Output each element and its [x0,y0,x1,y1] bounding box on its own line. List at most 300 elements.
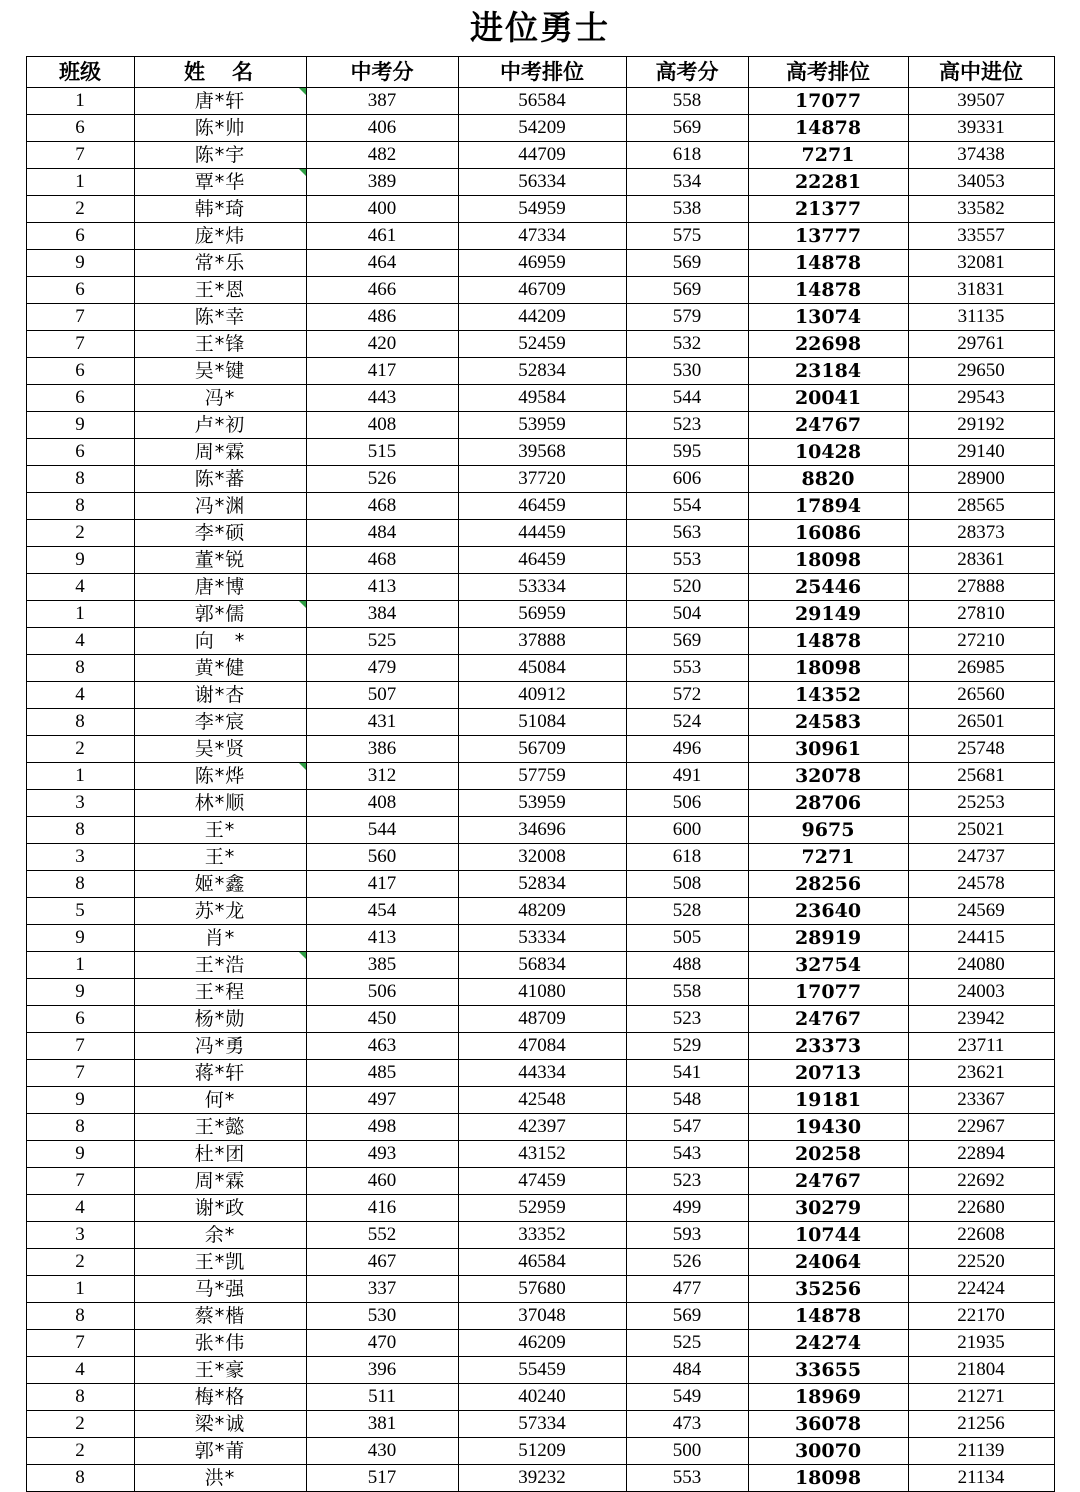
cell-gaokao-rank: 22698 [748,331,908,358]
cell-advance: 37438 [908,142,1054,169]
cell-gaokao-rank: 36078 [748,1411,908,1438]
cell-name: 覃*华 [134,169,306,196]
cell-name: 姬*鑫 [134,871,306,898]
cell-gaokao-score: 553 [626,1465,748,1492]
table-row [26,952,1054,979]
table-row [26,709,1054,736]
cell-advance: 21804 [908,1357,1054,1384]
table-row [26,1033,1054,1060]
table-header-row [26,57,1054,88]
cell-class: 7 [26,142,134,169]
cell-zhongkao-score: 486 [306,304,458,331]
cell-gaokao-rank: 24767 [748,1168,908,1195]
table-row [26,1060,1054,1087]
table-row [26,250,1054,277]
cell-gaokao-score: 491 [626,763,748,790]
cell-gaokao-score: 504 [626,601,748,628]
cell-gaokao-rank: 14878 [748,628,908,655]
table-row [26,1087,1054,1114]
cell-gaokao-score: 499 [626,1195,748,1222]
cell-name: 黄*健 [134,655,306,682]
cell-gaokao-rank: 17077 [748,979,908,1006]
cell-zhongkao-score: 507 [306,682,458,709]
cell-gaokao-rank: 24583 [748,709,908,736]
cell-class: 1 [26,169,134,196]
cell-gaokao-rank: 10428 [748,439,908,466]
cell-gaokao-rank: 28919 [748,925,908,952]
cell-zhongkao-score: 463 [306,1033,458,1060]
table-row [26,1114,1054,1141]
cell-gaokao-score: 534 [626,169,748,196]
table-row [26,466,1054,493]
cell-class: 8 [26,817,134,844]
cell-gaokao-score: 505 [626,925,748,952]
cell-advance: 21139 [908,1438,1054,1465]
cell-zhongkao-rank: 46959 [458,250,626,277]
cell-zhongkao-score: 408 [306,790,458,817]
cell-class: 9 [26,1087,134,1114]
table-row [26,196,1054,223]
cell-name: 王*豪 [134,1357,306,1384]
cell-advance: 39331 [908,115,1054,142]
cell-advance: 32081 [908,250,1054,277]
cell-zhongkao-score: 413 [306,574,458,601]
cell-zhongkao-rank: 43152 [458,1141,626,1168]
cell-zhongkao-rank: 48709 [458,1006,626,1033]
table-row [26,628,1054,655]
cell-class: 2 [26,1249,134,1276]
cell-gaokao-score: 528 [626,898,748,925]
cell-name: 王*程 [134,979,306,1006]
cell-gaokao-score: 530 [626,358,748,385]
cell-name: 陈*烨 [134,763,306,790]
cell-gaokao-score: 541 [626,1060,748,1087]
cell-zhongkao-score: 506 [306,979,458,1006]
cell-class: 4 [26,1357,134,1384]
cell-gaokao-score: 575 [626,223,748,250]
table-row [26,412,1054,439]
cell-class: 9 [26,925,134,952]
cell-name: 唐*博 [134,574,306,601]
cell-class: 3 [26,790,134,817]
cell-zhongkao-rank: 57334 [458,1411,626,1438]
cell-zhongkao-score: 381 [306,1411,458,1438]
ranking-table [26,56,1055,1492]
table-row [26,817,1054,844]
cell-name: 陈*幸 [134,304,306,331]
cell-name: 杨*勋 [134,1006,306,1033]
cell-gaokao-score: 553 [626,655,748,682]
cell-name: 王* [134,817,306,844]
cell-zhongkao-score: 400 [306,196,458,223]
cell-class: 6 [26,223,134,250]
cell-zhongkao-score: 560 [306,844,458,871]
cell-gaokao-score: 547 [626,1114,748,1141]
cell-advance: 29140 [908,439,1054,466]
cell-class: 2 [26,1438,134,1465]
cell-class: 3 [26,844,134,871]
cell-zhongkao-rank: 40912 [458,682,626,709]
cell-zhongkao-rank: 54209 [458,115,626,142]
cell-zhongkao-score: 468 [306,493,458,520]
cell-advance: 29761 [908,331,1054,358]
cell-class: 9 [26,250,134,277]
cell-class: 6 [26,277,134,304]
table-row [26,1222,1054,1249]
cell-advance: 22520 [908,1249,1054,1276]
cell-gaokao-rank: 24767 [748,412,908,439]
cell-zhongkao-rank: 37888 [458,628,626,655]
cell-name: 洪* [134,1465,306,1492]
cell-name: 谢*政 [134,1195,306,1222]
cell-gaokao-rank: 18098 [748,655,908,682]
cell-class: 2 [26,196,134,223]
cell-gaokao-score: 523 [626,412,748,439]
cell-zhongkao-score: 420 [306,331,458,358]
cell-advance: 21256 [908,1411,1054,1438]
cell-name: 周*霖 [134,1168,306,1195]
cell-advance: 28373 [908,520,1054,547]
table-row [26,1195,1054,1222]
cell-advance: 29543 [908,385,1054,412]
cell-zhongkao-score: 389 [306,169,458,196]
cell-zhongkao-rank: 53334 [458,574,626,601]
cell-name: 庞*炜 [134,223,306,250]
cell-advance: 27888 [908,574,1054,601]
cell-gaokao-score: 543 [626,1141,748,1168]
cell-zhongkao-score: 396 [306,1357,458,1384]
cell-gaokao-rank: 17077 [748,88,908,115]
cell-gaokao-rank: 14878 [748,277,908,304]
cell-gaokao-score: 506 [626,790,748,817]
table-row [26,304,1054,331]
table-row [26,1357,1054,1384]
cell-zhongkao-score: 461 [306,223,458,250]
cell-gaokao-rank: 19181 [748,1087,908,1114]
cell-zhongkao-rank: 44334 [458,1060,626,1087]
table-row [26,358,1054,385]
cell-zhongkao-rank: 46459 [458,493,626,520]
table-row [26,385,1054,412]
cell-zhongkao-score: 526 [306,466,458,493]
cell-gaokao-score: 508 [626,871,748,898]
cell-zhongkao-score: 337 [306,1276,458,1303]
cell-zhongkao-score: 511 [306,1384,458,1411]
cell-zhongkao-rank: 40240 [458,1384,626,1411]
cell-zhongkao-score: 386 [306,736,458,763]
cell-name: 陈*帅 [134,115,306,142]
cell-zhongkao-rank: 44459 [458,520,626,547]
cell-gaokao-score: 593 [626,1222,748,1249]
cell-gaokao-score: 549 [626,1384,748,1411]
cell-zhongkao-score: 387 [306,88,458,115]
cell-gaokao-score: 477 [626,1276,748,1303]
cell-zhongkao-score: 493 [306,1141,458,1168]
cell-gaokao-rank: 18969 [748,1384,908,1411]
cell-gaokao-score: 554 [626,493,748,520]
cell-zhongkao-rank: 53334 [458,925,626,952]
cell-gaokao-rank: 14878 [748,115,908,142]
cell-zhongkao-rank: 42397 [458,1114,626,1141]
cell-zhongkao-score: 498 [306,1114,458,1141]
cell-name: 余* [134,1222,306,1249]
cell-advance: 28361 [908,547,1054,574]
cell-zhongkao-rank: 39568 [458,439,626,466]
cell-advance: 34053 [908,169,1054,196]
cell-name: 林*顺 [134,790,306,817]
cell-name: 梅*格 [134,1384,306,1411]
cell-gaokao-rank: 32078 [748,763,908,790]
cell-zhongkao-rank: 46709 [458,277,626,304]
cell-gaokao-score: 579 [626,304,748,331]
cell-zhongkao-rank: 57759 [458,763,626,790]
cell-zhongkao-score: 417 [306,871,458,898]
cell-gaokao-rank: 22281 [748,169,908,196]
cell-zhongkao-score: 544 [306,817,458,844]
cell-name: 唐*轩 [134,88,306,115]
cell-class: 8 [26,1465,134,1492]
cell-name: 肖* [134,925,306,952]
column-header-name: 姓 名 [134,57,306,88]
cell-zhongkao-rank: 47334 [458,223,626,250]
cell-advance: 23942 [908,1006,1054,1033]
cell-gaokao-rank: 35256 [748,1276,908,1303]
table-row [26,520,1054,547]
cell-gaokao-score: 618 [626,142,748,169]
cell-name: 韩*琦 [134,196,306,223]
cell-gaokao-rank: 23373 [748,1033,908,1060]
cell-zhongkao-score: 470 [306,1330,458,1357]
cell-gaokao-score: 484 [626,1357,748,1384]
cell-advance: 33582 [908,196,1054,223]
table-row [26,493,1054,520]
cell-gaokao-score: 600 [626,817,748,844]
cell-class: 6 [26,358,134,385]
cell-gaokao-rank: 30070 [748,1438,908,1465]
cell-advance: 25748 [908,736,1054,763]
cell-gaokao-score: 523 [626,1168,748,1195]
cell-gaokao-score: 569 [626,115,748,142]
cell-zhongkao-score: 431 [306,709,458,736]
table-row [26,763,1054,790]
cell-class: 2 [26,520,134,547]
cell-advance: 22608 [908,1222,1054,1249]
cell-gaokao-score: 558 [626,979,748,1006]
cell-name: 吴*键 [134,358,306,385]
cell-advance: 24578 [908,871,1054,898]
table-row [26,736,1054,763]
cell-gaokao-score: 500 [626,1438,748,1465]
cell-class: 6 [26,439,134,466]
cell-advance: 33557 [908,223,1054,250]
cell-gaokao-score: 496 [626,736,748,763]
cell-gaokao-rank: 7271 [748,844,908,871]
cell-advance: 22692 [908,1168,1054,1195]
table-row [26,1141,1054,1168]
cell-advance: 21935 [908,1330,1054,1357]
cell-advance: 22680 [908,1195,1054,1222]
table-row [26,655,1054,682]
cell-advance: 25681 [908,763,1054,790]
column-header-gaokao-score: 高考分 [626,57,748,88]
cell-name: 杜*团 [134,1141,306,1168]
cell-name: 王*懿 [134,1114,306,1141]
table-row [26,1384,1054,1411]
cell-name: 王*凯 [134,1249,306,1276]
cell-class: 7 [26,1033,134,1060]
cell-class: 1 [26,763,134,790]
cell-gaokao-rank: 24064 [748,1249,908,1276]
cell-zhongkao-score: 384 [306,601,458,628]
cell-gaokao-score: 520 [626,574,748,601]
cell-class: 8 [26,1114,134,1141]
cell-advance: 27210 [908,628,1054,655]
cell-zhongkao-score: 385 [306,952,458,979]
cell-class: 1 [26,601,134,628]
cell-gaokao-score: 548 [626,1087,748,1114]
table-row [26,790,1054,817]
cell-gaokao-rank: 28256 [748,871,908,898]
table-row [26,169,1054,196]
cell-zhongkao-score: 450 [306,1006,458,1033]
table-row [26,115,1054,142]
cell-gaokao-rank: 20041 [748,385,908,412]
cell-advance: 26501 [908,709,1054,736]
cell-zhongkao-score: 485 [306,1060,458,1087]
cell-gaokao-score: 569 [626,277,748,304]
cell-zhongkao-rank: 44709 [458,142,626,169]
cell-advance: 23621 [908,1060,1054,1087]
cell-zhongkao-score: 408 [306,412,458,439]
cell-gaokao-rank: 20713 [748,1060,908,1087]
cell-zhongkao-score: 464 [306,250,458,277]
cell-gaokao-rank: 14878 [748,250,908,277]
table-row [26,844,1054,871]
cell-class: 8 [26,871,134,898]
table-row [26,682,1054,709]
cell-gaokao-score: 569 [626,1303,748,1330]
cell-gaokao-rank: 17894 [748,493,908,520]
cell-gaokao-rank: 28706 [748,790,908,817]
cell-zhongkao-score: 552 [306,1222,458,1249]
table-row [26,871,1054,898]
cell-class: 7 [26,331,134,358]
cell-class: 2 [26,736,134,763]
cell-class: 4 [26,1195,134,1222]
cell-advance: 28900 [908,466,1054,493]
table-row [26,1249,1054,1276]
cell-gaokao-score: 524 [626,709,748,736]
cell-advance: 22170 [908,1303,1054,1330]
cell-zhongkao-rank: 41080 [458,979,626,1006]
cell-advance: 29650 [908,358,1054,385]
table-row [26,547,1054,574]
cell-gaokao-score: 606 [626,466,748,493]
cell-name: 王* [134,844,306,871]
cell-zhongkao-rank: 42548 [458,1087,626,1114]
cell-advance: 29192 [908,412,1054,439]
cell-class: 7 [26,304,134,331]
cell-gaokao-rank: 7271 [748,142,908,169]
cell-name: 冯* [134,385,306,412]
cell-gaokao-rank: 13074 [748,304,908,331]
cell-gaokao-rank: 23184 [748,358,908,385]
cell-advance: 22894 [908,1141,1054,1168]
cell-zhongkao-rank: 52834 [458,871,626,898]
cell-class: 2 [26,1411,134,1438]
cell-name: 何* [134,1087,306,1114]
column-header-advance: 高中进位 [908,57,1054,88]
cell-zhongkao-rank: 53959 [458,790,626,817]
cell-gaokao-rank: 20258 [748,1141,908,1168]
cell-advance: 25253 [908,790,1054,817]
cell-zhongkao-rank: 56334 [458,169,626,196]
cell-class: 1 [26,952,134,979]
cell-class: 3 [26,1222,134,1249]
cell-name: 王*恩 [134,277,306,304]
table-row [26,1276,1054,1303]
cell-gaokao-score: 525 [626,1330,748,1357]
cell-name: 常*乐 [134,250,306,277]
column-header-gaokao-rank: 高考排位 [748,57,908,88]
cell-zhongkao-score: 417 [306,358,458,385]
cell-advance: 28565 [908,493,1054,520]
cell-gaokao-score: 553 [626,547,748,574]
cell-gaokao-score: 569 [626,250,748,277]
cell-class: 6 [26,385,134,412]
cell-gaokao-score: 569 [626,628,748,655]
table-row [26,1411,1054,1438]
cell-gaokao-rank: 18098 [748,1465,908,1492]
column-header-zhongkao-score: 中考分 [306,57,458,88]
cell-zhongkao-rank: 49584 [458,385,626,412]
table-row [26,1330,1054,1357]
table-row [26,1006,1054,1033]
cell-class: 8 [26,655,134,682]
table-row [26,331,1054,358]
cell-zhongkao-rank: 52959 [458,1195,626,1222]
table-body [26,88,1054,1492]
cell-zhongkao-rank: 34696 [458,817,626,844]
cell-class: 9 [26,1141,134,1168]
cell-class: 4 [26,682,134,709]
cell-class: 8 [26,493,134,520]
cell-name: 谢*杏 [134,682,306,709]
cell-gaokao-score: 595 [626,439,748,466]
cell-zhongkao-score: 406 [306,115,458,142]
cell-gaokao-score: 529 [626,1033,748,1060]
table-row [26,925,1054,952]
cell-gaokao-rank: 13777 [748,223,908,250]
cell-name: 冯*勇 [134,1033,306,1060]
cell-advance: 21271 [908,1384,1054,1411]
cell-gaokao-rank: 9675 [748,817,908,844]
cell-zhongkao-score: 515 [306,439,458,466]
cell-gaokao-rank: 14878 [748,1303,908,1330]
cell-advance: 26560 [908,682,1054,709]
cell-advance: 25021 [908,817,1054,844]
cell-zhongkao-rank: 56959 [458,601,626,628]
cell-class: 8 [26,1303,134,1330]
cell-name: 董*锐 [134,547,306,574]
cell-zhongkao-score: 484 [306,520,458,547]
cell-zhongkao-score: 430 [306,1438,458,1465]
table-row [26,142,1054,169]
table-row [26,1438,1054,1465]
cell-class: 1 [26,88,134,115]
cell-class: 8 [26,709,134,736]
cell-zhongkao-rank: 45084 [458,655,626,682]
